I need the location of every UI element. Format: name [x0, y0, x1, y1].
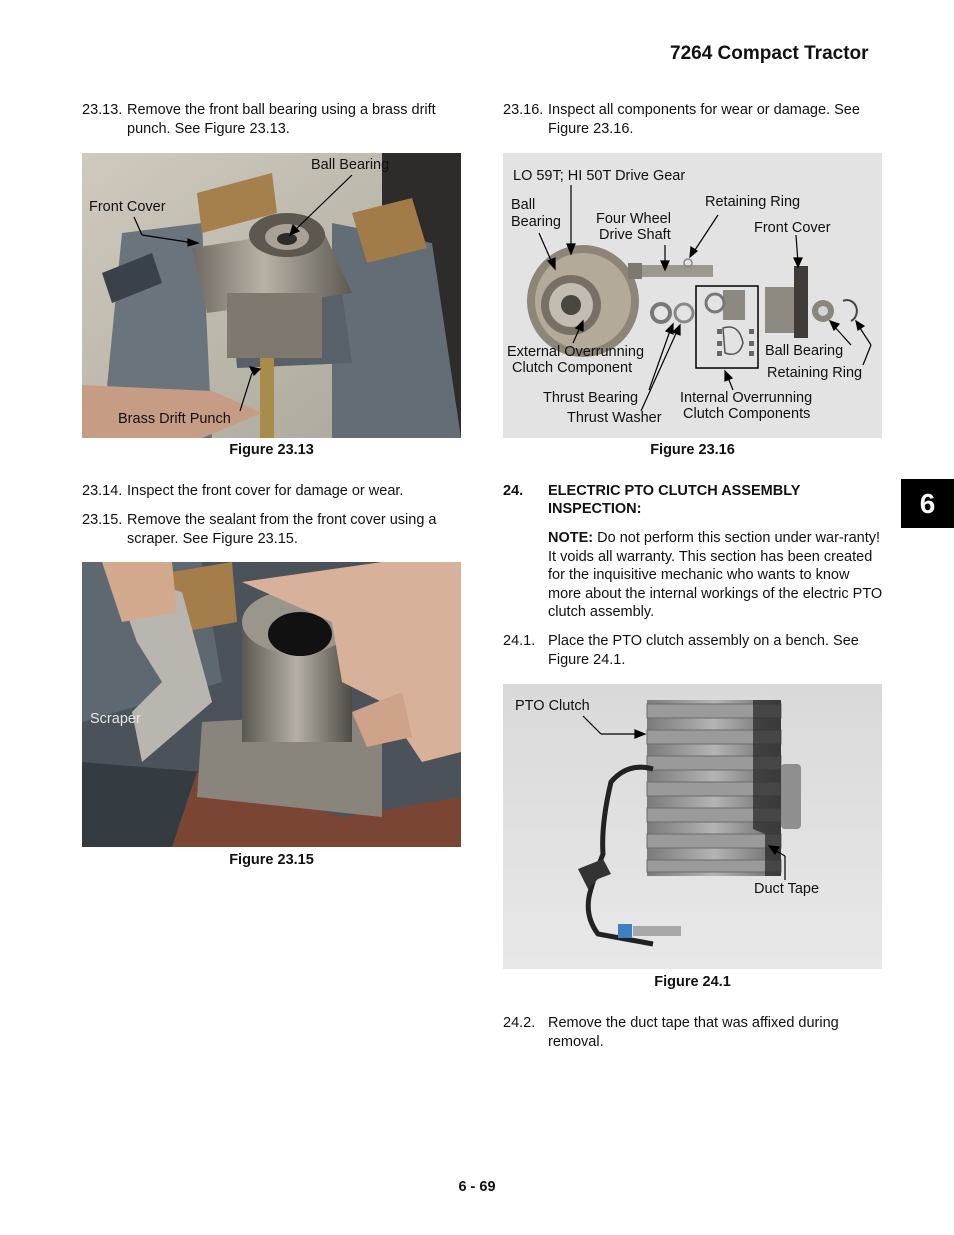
- label-external-clutch-line1: External Overrunning: [507, 344, 645, 360]
- step-text: Remove the front ball bearing using a brass drift punch. See Figure 23.13.: [127, 102, 436, 137]
- label-ball-bearing: Ball Bearing: [311, 157, 390, 173]
- label-scraper: Scraper: [90, 711, 141, 727]
- note-text: Do not perform this section under war-ranty! It voids all warranty. This section has been created for the inquisitive mechanic who wants to know more about the internal workings of the electric PTO clutch assembly.: [548, 530, 883, 621]
- figure-24-1-callouts: [503, 684, 882, 969]
- step-text: Remove the sealant from the front cover using a scraper. See Figure 23.15.: [127, 512, 437, 547]
- section-24-title-line1: ELECTRIC PTO CLUTCH ASSEMBLY: [548, 483, 801, 499]
- step-23-13: [82, 101, 462, 141]
- label-brass-drift-punch: Brass Drift Punch: [118, 411, 231, 427]
- figure-24-1-photo: [503, 684, 882, 969]
- step-text: Place the PTO clutch assembly on a bench. See Figure 24.1.: [548, 633, 859, 668]
- label-ball-bearing-right: Ball Bearing: [765, 343, 844, 359]
- section-24-note: [548, 529, 884, 622]
- label-internal-clutch-line2: Clutch Components: [683, 406, 811, 422]
- figure-23-13-caption: Figure 23.13: [229, 442, 314, 458]
- step-number: 24.2.: [503, 1015, 536, 1031]
- label-ball-bearing-line1: Ball: [511, 197, 536, 213]
- label-pto-clutch: PTO Clutch: [515, 698, 590, 714]
- step-number: 23.16.: [503, 102, 544, 118]
- step-text: Remove the duct tape that was affixed during removal.: [548, 1015, 839, 1050]
- step-number: 23.13.: [82, 102, 123, 118]
- figure-23-15-caption: Figure 23.15: [229, 852, 314, 868]
- label-thrust-bearing: Thrust Bearing: [543, 390, 639, 406]
- step-number: 23.15.: [82, 512, 123, 528]
- figure-23-16-caption: Figure 23.16: [650, 442, 735, 458]
- figure-24-1-caption: Figure 24.1: [654, 974, 731, 990]
- step-23-15: [82, 511, 462, 551]
- figure-23-16-callouts: [503, 153, 882, 438]
- step-24-2: [503, 1014, 883, 1054]
- step-text: Inspect the front cover for damage or wear.: [127, 483, 404, 499]
- page-number: 6 - 69: [458, 1179, 496, 1195]
- label-retaining-ring-top: Retaining Ring: [705, 194, 801, 210]
- step-number: 23.14.: [82, 483, 123, 499]
- label-front-cover: Front Cover: [754, 220, 831, 236]
- label-duct-tape: Duct Tape: [754, 881, 820, 897]
- step-text: Inspect all components for wear or damage. See Figure 23.16.: [548, 102, 860, 137]
- step-number: 24.1.: [503, 633, 536, 649]
- label-thrust-washer: Thrust Washer: [567, 410, 662, 426]
- note-label: NOTE:: [548, 530, 594, 546]
- label-four-wheel-line2: Drive Shaft: [599, 227, 671, 243]
- label-front-cover: Front Cover: [89, 199, 166, 215]
- label-retaining-ring-bottom: Retaining Ring: [767, 365, 863, 381]
- figure-23-13-photo: [82, 153, 461, 438]
- label-four-wheel-line1: Four Wheel: [596, 211, 671, 227]
- label-ball-bearing-line2: Bearing: [511, 214, 561, 230]
- section-24-number: 24.: [503, 483, 524, 499]
- label-drive-gear: LO 59T; HI 50T Drive Gear: [513, 168, 686, 184]
- page-header-title: 7264 Compact Tractor: [670, 43, 869, 64]
- step-24-1: [503, 632, 883, 672]
- step-23-14: [82, 482, 462, 502]
- figure-23-13-callouts: [82, 153, 461, 438]
- label-internal-clutch-line1: Internal Overrunning: [680, 390, 813, 406]
- chapter-tab: 6: [901, 479, 954, 528]
- step-23-16: [503, 101, 883, 141]
- figure-23-16-photo: [503, 153, 882, 438]
- label-external-clutch-line2: Clutch Component: [512, 360, 633, 376]
- figure-23-15-photo: [82, 562, 461, 847]
- section-24-title-line2: INSPECTION:: [548, 501, 642, 517]
